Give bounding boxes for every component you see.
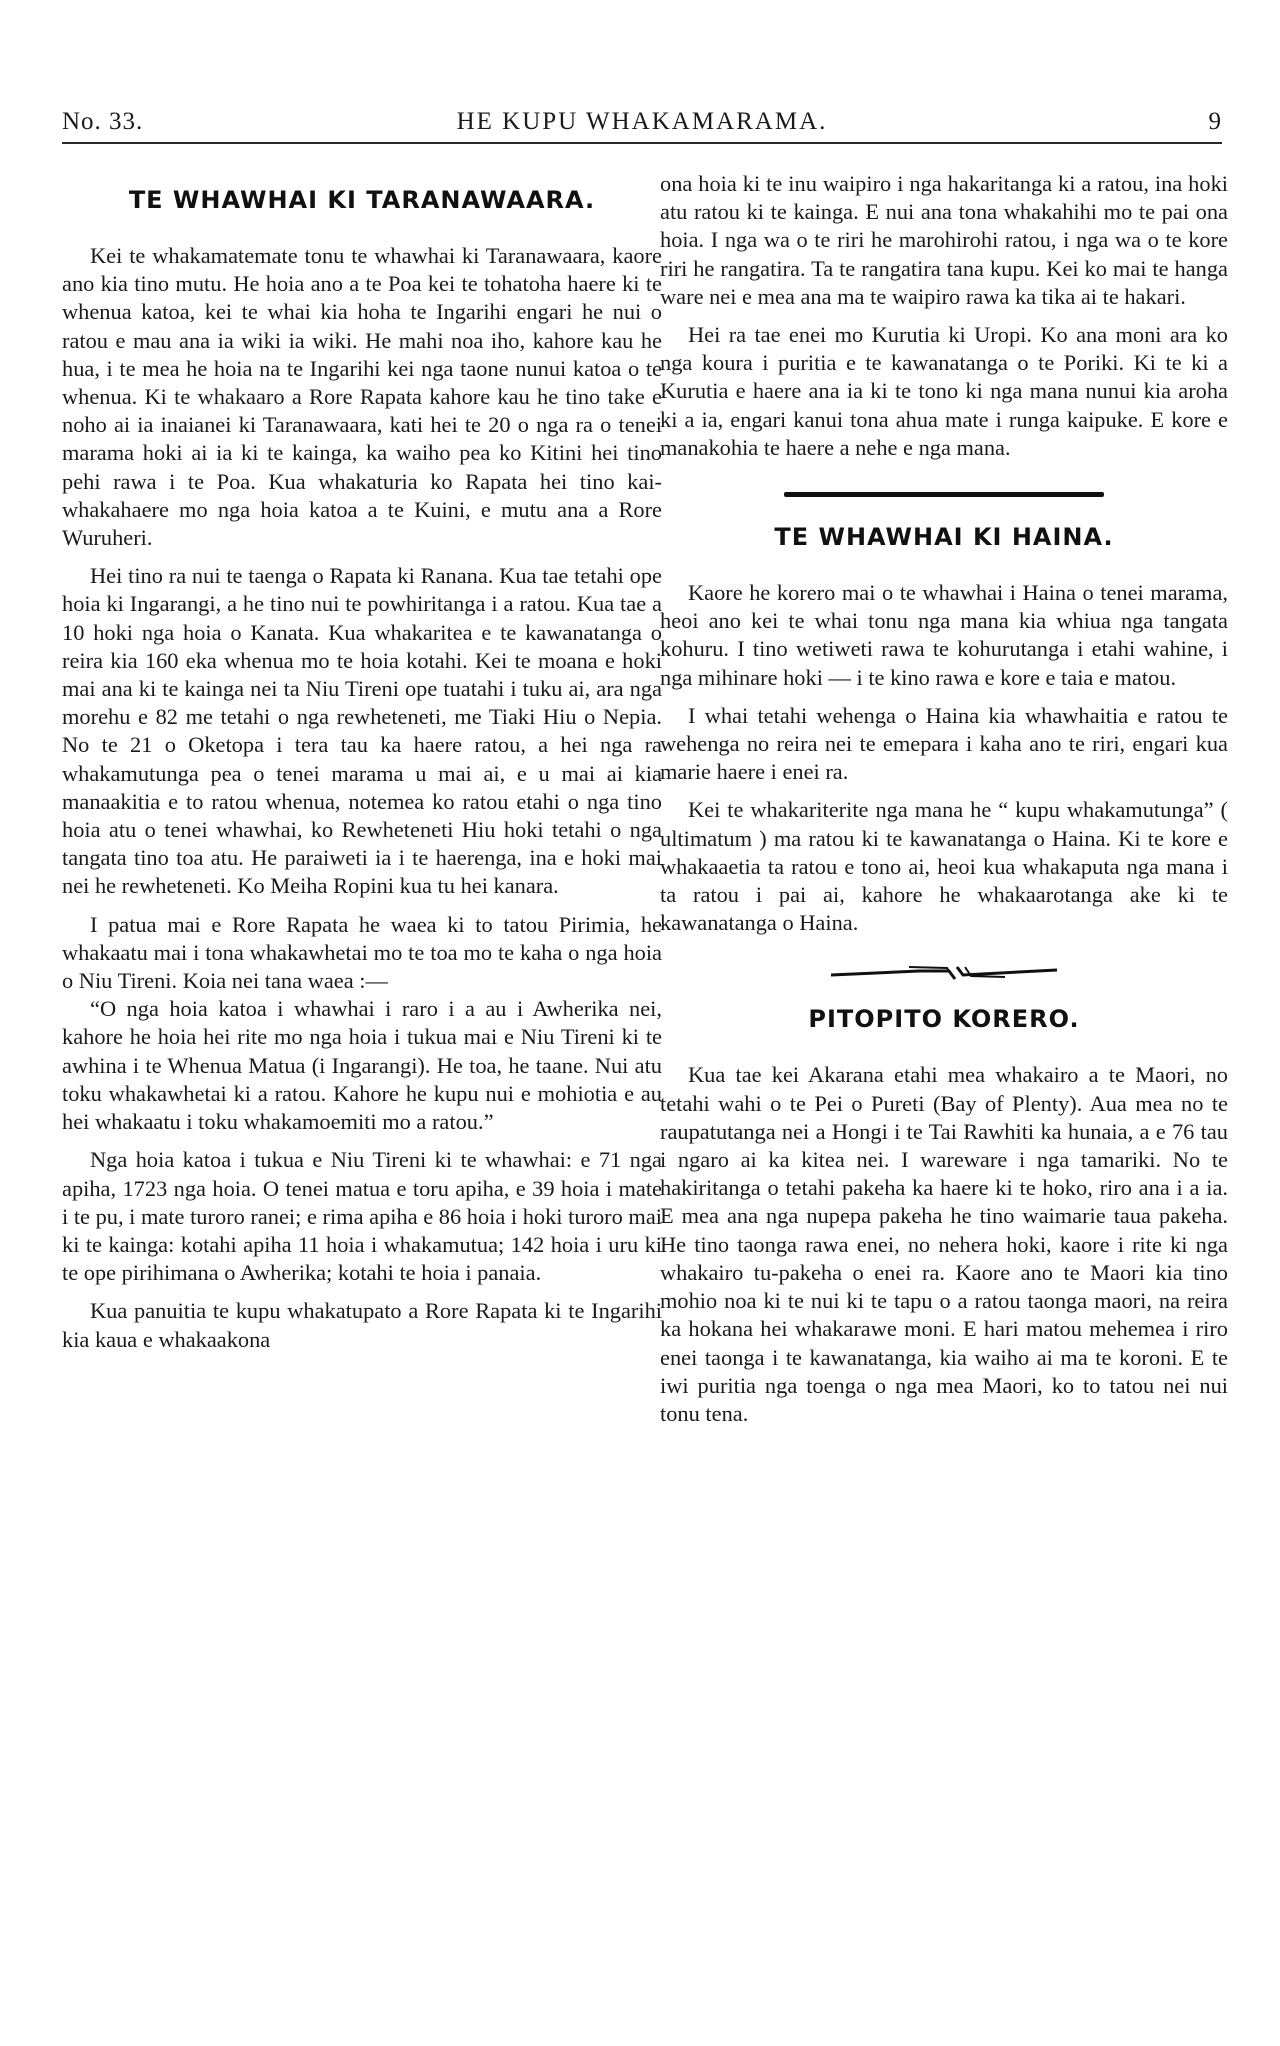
paragraph: Hei tino ra nui te taenga o Rapata ki Ranana. Kua tae tetahi ope hoia ki Ingarangi, a he tino nui te powhiritanga i a ratou. Kua tae a 10 hoki nga hoia o Kanata. Kua whakaritea e te kawanatanga o reira kia 160 eka whenua mo te hoia kotahi. Kei te moana e hoki mai ana ki te kainga nei ta Niu Tireni ope tuatahi i tuku ai, ara nga morehu e 82 me tetahi o nga rewheteneti, me Tiaki Hiu o Nepia. No te 21 o Oketopa i tera tau ka haere ratou, a hei nga ra whakamutunga pea o tenei marama u mai ai, e u mai ai kia manaakitia e to ratou whenua, notemea ko ratou etahi o nga tino hoia atu o tenei whawhai, ko Rewheteneti Hiu hoki tetahi o nga tangata tino toa atu. He paraiweti ia i te haerenga, ina e hoki mai nei he rewheteneti. Ko Meiha Ropini kua tu hei kanara. [62, 563, 662, 899]
ornamental-divider-icon [829, 961, 1059, 985]
quoted-telegram: “O nga hoia katoa i whawhai i raro i a au i Awherika nei, kahore he hoia hei rite mo nga hoia i tukua mai e Niu Tireni ki te awhina i te Whenua Matua (i Ingarangi). He toa, he taane. Nui atu toku whakawhetai ki a ratou. Kahore he kupu nui e mohiotia e au hei whakaatu i toku whakamoemiti mo a ratou.” [62, 996, 662, 1135]
article-title-pitopito: PITOPITO KORERO. [808, 1005, 1080, 1034]
page-header [62, 108, 1222, 144]
paragraph: Kua tae kei Akarana etahi mea whakairo a te Maori, no tetahi wahi o te Pei o Pureti (Bay of Plenty). Aua mea no te raupatutanga nei a Hongi i te Tai Rawhiti ka hunaia, a e 76 tau i ngaro ai ka kitea nei. I wareware i nga tamariki. No te hakiritanga o tetahi pakeha ka haere ki te hoko, riro ana i a ia. E mea ana nga nupepa pakeha he tino waimarie taua pakeha. He tino taonga rawa enei, no nehera hoki, kaore i rite ki nga whakairo tu-pakeha o enei ra. Kaore ano te Maori kia tino mohio noa ki te nui ki te tapu o a ratou taonga maori, na reira ka hokana hei whakarawe moni. E hari matou mehemea i riro enei taonga i te kawanatanga, kia waiho ai ma te koroni. E te iwi puritia nga toenga o nga mea Maori, ko to tatou nei nui tonu tena. [660, 1062, 1228, 1426]
paragraph: Kei te whakariterite nga mana he “ kupu whakamutunga” ( ultimatum ) ma ratou ki te kawanatanga o Haina. Ki te kore e whakaaetia ta ratou e tono ai, heoi kua whakaputa nga mana i ta ratou i pai ai, kahore he whakaarotanga ake ki te kawanatanga o Haina. [660, 797, 1228, 936]
paragraph: Kaore he korero mai o te whawhai i Haina o tenei marama, heoi ano kei te whai tonu nga mana kia whiua nga tangata kohuru. I tino wetiweti rawa te kohurutanga i etahi wahine, i nga mihinare hoki — i te kino rawa e kore e taia e matou. [660, 580, 1228, 690]
paragraph: I patua mai e Rore Rapata he waea ki to tatou Pirimia, he whakaatu mai i tona whakawhetai mo te toa mo te kaha o nga hoia o Niu Tireni. Koia nei tana waea :— [62, 911, 662, 994]
issue-number: No. 33. [62, 108, 144, 135]
left-column [62, 170, 662, 1364]
paragraph: Kua panuitia te kupu whakatupato a Rore Rapata ki te Ingarihi kia kaua e whakaakona [62, 1298, 662, 1352]
paragraph: I whai tetahi wehenga o Haina kia whawhaitia e ratou te wehenga no reira nei te emepara i kaha ano te riri, engari kua marie haere i enei ra. [660, 702, 1228, 785]
paragraph: Hei ra tae enei mo Kurutia ki Uropi. Ko ana moni ara ko nga koura i puritia e te kawanatanga o te Poriki. Ki te ki a Kurutia e haere ana ia ki te tono ki nga mana nunui kia aroha ki a ia, engari kanui tona ahua mate i runga kaipuke. E kore e manakohia te haere a nehe e nga mana. [660, 322, 1228, 460]
article-title-haina: TE WHAWHAI KI HAINA. [774, 523, 1114, 552]
page-number: 9 [1208, 108, 1222, 135]
paragraph: Nga hoia katoa i tukua e Niu Tireni ki te whawhai: e 71 nga apiha, 1723 nga hoia. O tenei matua e toru apiha, e 39 hoia i mate i te pu, i mate turoro ranei; e rima apiha e 86 hoia i hoki turoro mai ki te kainga: kotahi apiha 11 hoia i whakamutua; 142 hoia i uru ki te ope pirihimana o Awherika; kotahi te hoia i panaia. [62, 1147, 663, 1286]
section-divider-rule [784, 492, 1104, 497]
article-title-taranawaara: TE WHAWHAI KI TARANAWAARA. [128, 186, 596, 214]
publication-title: HE KUPU WHAKAMARAMA. [456, 108, 828, 135]
paragraph-continued: ona hoia ki te inu waipiro i nga hakaritanga ki a ratou, ina hoki atu ratou ki te kainga. E nui ana tona whakahihi mo te pai ona hoia. I nga wa o te riri he marohirohi ratou, i nga wa o te kore riri he rangatira. Ta te rangatira tana kupu. Kei ko mai te hanga ware nei e mea ana ma te waipiro rawa ka tika ai te hakari. [660, 171, 1228, 309]
paragraph: Kei te whakamatemate tonu te whawhai ki Taranawaara, kaore ano kia tino mutu. He hoia ano a te Poa kei te tohatoha haere ki te whenua katoa, kei te whai kia hoha te Ingarihi engari he nui o ratou e mau ana ia wiki ia wiki. He mahi noa iho, kahore kau he hua, i te mea he hoia na te Ingarihi kei nga taone nunui katoa o te whenua. Ki te whakaaro a Rore Rapata kahore kau he tino take e noho ai ia inaianei ki Taranawaara, kati hei te 20 o nga ra o tenei marama hoki ai ia ki te kainga, ka waiho pea ko Kitini hei tino pehi rawa i te Poa. Kua whakaturia ko Rapata hei tino kai-whakahaere mo nga hoia katoa a te Kuini, e mutu ana a Rore Wuruheri. [62, 243, 662, 551]
right-column [660, 170, 1228, 1438]
